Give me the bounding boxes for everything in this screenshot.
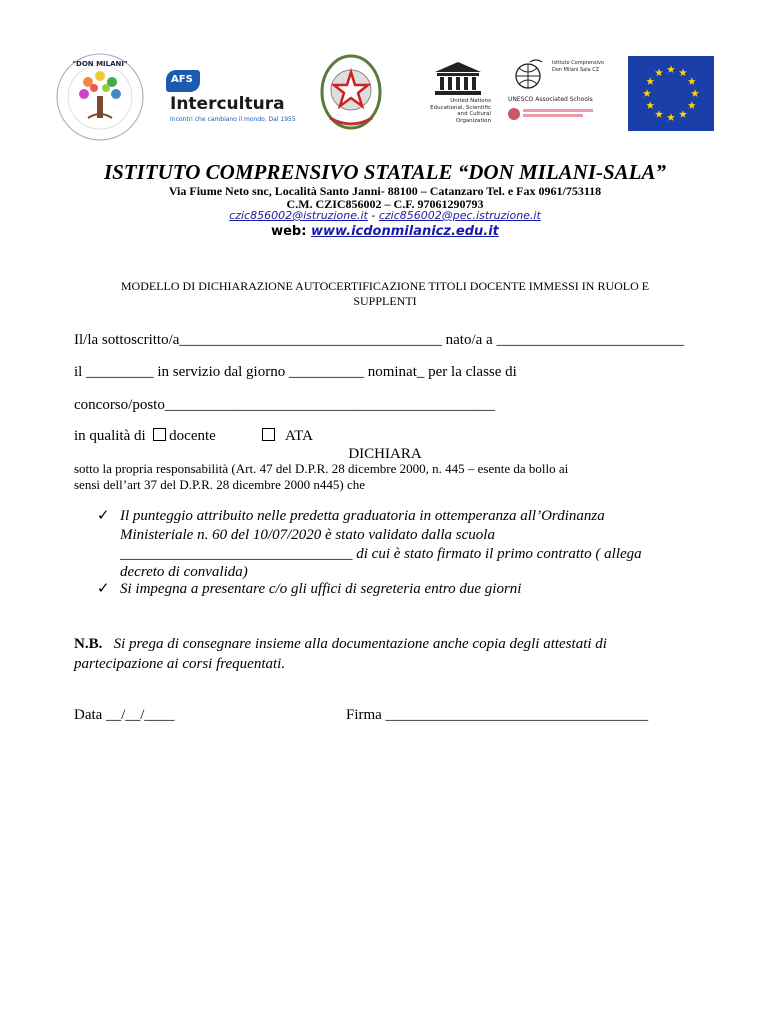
web-label: web: <box>271 224 311 239</box>
don-milani-logo-text: "DON MILANI" <box>72 60 128 68</box>
ata-option <box>262 428 313 445</box>
responsabilita-line-1: sotto la propria responsabilità (Art. 47 del D.P.R. 28 dicembre 2000, n. 445 – esente da bollo ai <box>74 461 569 476</box>
form-heading: MODELLO DI DICHIARAZIONE AUTOCERTIFICAZIONE TITOLI DOCENTE IMMESSI IN RUOLO E SUPPLENTI <box>120 279 650 308</box>
school-address: Via Fiume Neto snc, Località Santo Janni- 88100 – Catanzaro Tel. e Fax 0961/753118 <box>168 184 602 198</box>
checkmark-icon: ✓ <box>97 581 110 597</box>
aspnet-small-lines <box>523 109 593 112</box>
aspnet-small-badge <box>508 108 520 120</box>
website-line <box>0 224 770 239</box>
docente-label: docente <box>169 428 216 444</box>
school-codes: C.M. CZIC856002 – C.F. 97061290793 <box>286 197 484 211</box>
aspnet-top-text: Istituto Comprensivo Don Milani Sala CZ <box>552 60 604 73</box>
intercultura-logo <box>166 70 306 125</box>
un-org-text: United Nations Educational, Scientific and Cultural Organization <box>430 98 491 124</box>
firma-field[interactable]: Firma ___________________________________ <box>346 707 649 723</box>
nb-label: N.B. <box>74 636 103 652</box>
qualita-label: in qualità di <box>74 428 150 444</box>
email-links <box>0 209 770 222</box>
docente-checkbox[interactable] <box>153 428 166 441</box>
unesco-temple-icon <box>433 60 483 96</box>
intercultura-tagline: Incontri che cambiano il mondo. Dal 1955 <box>170 116 296 123</box>
checkmark-icon: ✓ <box>97 508 110 524</box>
line-sottoscritto[interactable]: Il/la sottoscritto/a___________________________________ nato/a a _________________________ <box>74 332 684 348</box>
eu-flag <box>628 56 714 131</box>
nb-text: Si prega di consegnare insieme alla documentazione anche copia degli attestati di partecipazione ai corsi frequentati. <box>74 636 607 672</box>
don-milani-logo <box>50 52 150 142</box>
data-field[interactable]: Data __/__/____ <box>74 707 175 723</box>
aspnet-small-lines-2 <box>523 114 583 117</box>
aspnet-text: UNESCO Associated Schools <box>508 96 593 103</box>
aspnet-icon <box>508 58 548 90</box>
email-link-1[interactable]: czic856002@istruzione.it <box>229 209 368 222</box>
ata-checkbox[interactable] <box>262 428 275 441</box>
school-title: ISTITUTO COMPRENSIVO STATALE “DON MILANI-SALA” <box>103 160 667 184</box>
email-link-2[interactable]: czic856002@pec.istruzione.it <box>378 209 541 222</box>
aspnet-logo <box>508 58 616 136</box>
ata-label: ATA <box>285 428 313 444</box>
bullet-1-line-4: decreto di convalida) <box>120 564 248 580</box>
website-link[interactable]: www.icdonmilanicz.edu.it <box>310 224 499 239</box>
qualita-row <box>74 428 216 445</box>
intercultura-label: Intercultura <box>170 94 285 114</box>
unesco-logo <box>430 60 493 130</box>
logo-row <box>48 52 718 142</box>
nota-bene <box>74 634 694 674</box>
line-concorso[interactable]: concorso/posto____________________________________________ <box>74 397 495 413</box>
bullet-1-line-1: Il punteggio attribuito nelle predetta graduatoria in ottemperanza all’Ordinanza <box>120 508 605 524</box>
bullet-2: Si impegna a presentare c/o gli uffici di segreteria entro due giorni <box>120 581 522 597</box>
italian-emblem <box>320 52 382 132</box>
dichiara-heading: DICHIARA <box>348 446 422 462</box>
bullet-1-line-3[interactable]: _______________________________ di cui è stato firmato il primo contratto ( allega <box>120 546 642 562</box>
bullet-1-line-2: Ministeriale n. 60 del 10/07/2020 è stato validato dalla scuola <box>120 527 495 543</box>
email-separator: - <box>367 209 379 222</box>
responsabilita-line-2: sensi dell’art 37 del D.P.R. 28 dicembre 2000 n445) che <box>74 477 365 492</box>
line-servizio[interactable]: il _________ in servizio dal giorno __________ nominat_ per la classe di <box>74 364 517 380</box>
afs-label: AFS <box>171 74 193 85</box>
